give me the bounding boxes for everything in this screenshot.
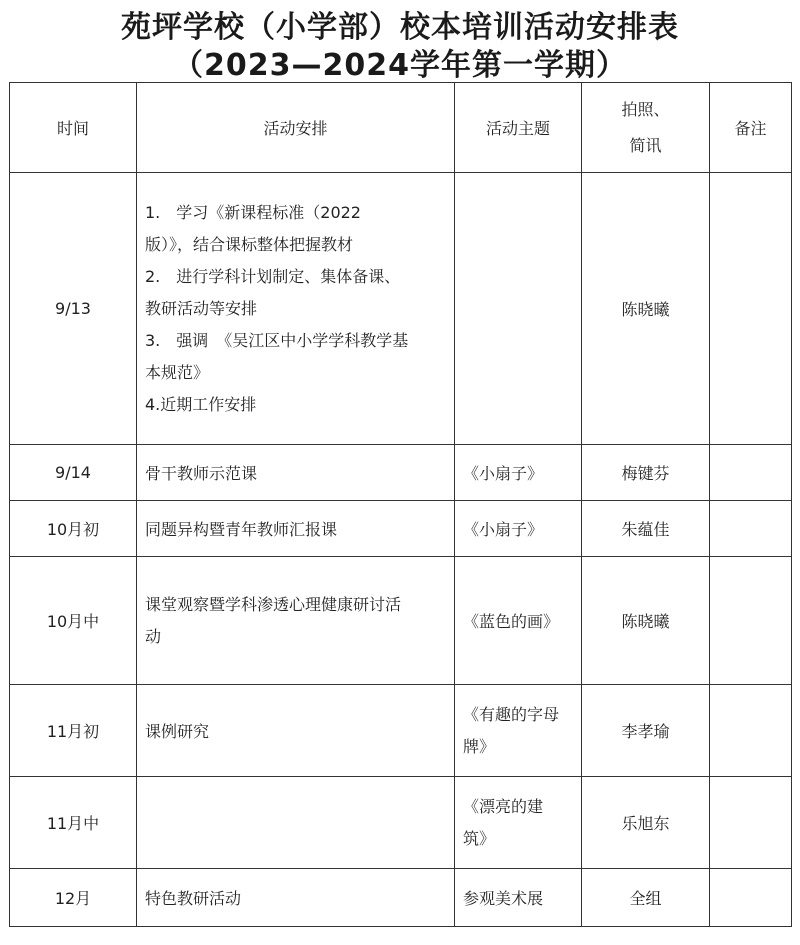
cell-photo: 李孝瑜 <box>582 685 710 777</box>
header-time: 时间 <box>10 83 137 173</box>
header-theme: 活动主题 <box>455 83 582 173</box>
cell-photo: 陈晓曦 <box>582 173 710 445</box>
cell-photo: 陈晓曦 <box>582 557 710 685</box>
theme-line: 筑》 <box>463 828 496 848</box>
table-row <box>10 869 792 927</box>
activity-line: 课堂观察暨学科渗透心理健康研讨活 <box>145 594 402 614</box>
header-photo-line2: 简讯 <box>629 135 662 155</box>
cell-photo: 全组 <box>582 869 710 927</box>
cell-theme: 《小扇子》 <box>455 501 582 557</box>
cell-photo: 梅键芬 <box>582 445 710 501</box>
cell-activity: 同题异构暨青年教师汇报课 <box>137 501 455 557</box>
activity-line: 动 <box>145 626 162 646</box>
activity-line: 本规范》 <box>145 362 210 382</box>
activity-line: 3. 强调 《吴江区中小学学科教学基 <box>145 330 409 350</box>
table-row <box>10 685 792 777</box>
cell-theme <box>455 777 582 869</box>
header-photo-line1: 拍照、 <box>621 99 670 119</box>
activity-line: 1. 学习《新课程标准（2022 <box>145 202 361 222</box>
cell-note <box>710 501 792 557</box>
cell-note <box>710 777 792 869</box>
cell-photo: 朱蕴佳 <box>582 501 710 557</box>
cell-activity: 特色教研活动 <box>137 869 455 927</box>
header-activity: 活动安排 <box>137 83 455 173</box>
theme-line: 《漂亮的建 <box>463 796 544 816</box>
activity-line: 教研活动等安排 <box>145 298 258 318</box>
cell-theme: 《小扇子》 <box>455 445 582 501</box>
table-row <box>10 777 792 869</box>
cell-time: 11月初 <box>10 685 137 777</box>
table-row <box>10 557 792 685</box>
theme-line: 牌》 <box>463 736 496 756</box>
cell-time: 10月中 <box>10 557 137 685</box>
cell-note <box>710 685 792 777</box>
cell-time: 9/14 <box>10 445 137 501</box>
activity-line: 2. 进行学科计划制定、集体备课、 <box>145 266 401 286</box>
cell-activity: 课例研究 <box>137 685 455 777</box>
cell-time: 11月中 <box>10 777 137 869</box>
table-row <box>10 445 792 501</box>
cell-time: 12月 <box>10 869 137 927</box>
cell-theme: 《蓝色的画》 <box>455 557 582 685</box>
schedule-table <box>9 82 792 927</box>
table-row <box>10 501 792 557</box>
page-subtitle: （2023—2024学年第一学期） <box>173 48 627 83</box>
cell-activity <box>137 557 455 685</box>
theme-line: 《有趣的字母 <box>463 704 560 724</box>
activity-line: 4.近期工作安排 <box>145 394 257 414</box>
cell-activity <box>137 173 455 445</box>
header-photo <box>582 83 710 173</box>
cell-theme <box>455 685 582 777</box>
cell-note <box>710 869 792 927</box>
cell-theme <box>455 173 582 445</box>
cell-theme: 参观美术展 <box>455 869 582 927</box>
header-note: 备注 <box>710 83 792 173</box>
cell-time: 10月初 <box>10 501 137 557</box>
cell-activity <box>137 777 455 869</box>
header-row <box>10 83 792 173</box>
table-row <box>10 173 792 445</box>
activity-line: 版）》，结合课标整体把握教材 <box>145 234 354 254</box>
cell-time: 9/13 <box>10 173 137 445</box>
cell-note <box>710 173 792 445</box>
cell-note <box>710 445 792 501</box>
cell-photo: 乐旭东 <box>582 777 710 869</box>
cell-activity: 骨干教师示范课 <box>137 445 455 501</box>
page-title: 苑坪学校（小学部）校本培训活动安排表 <box>121 10 679 45</box>
cell-note <box>710 557 792 685</box>
